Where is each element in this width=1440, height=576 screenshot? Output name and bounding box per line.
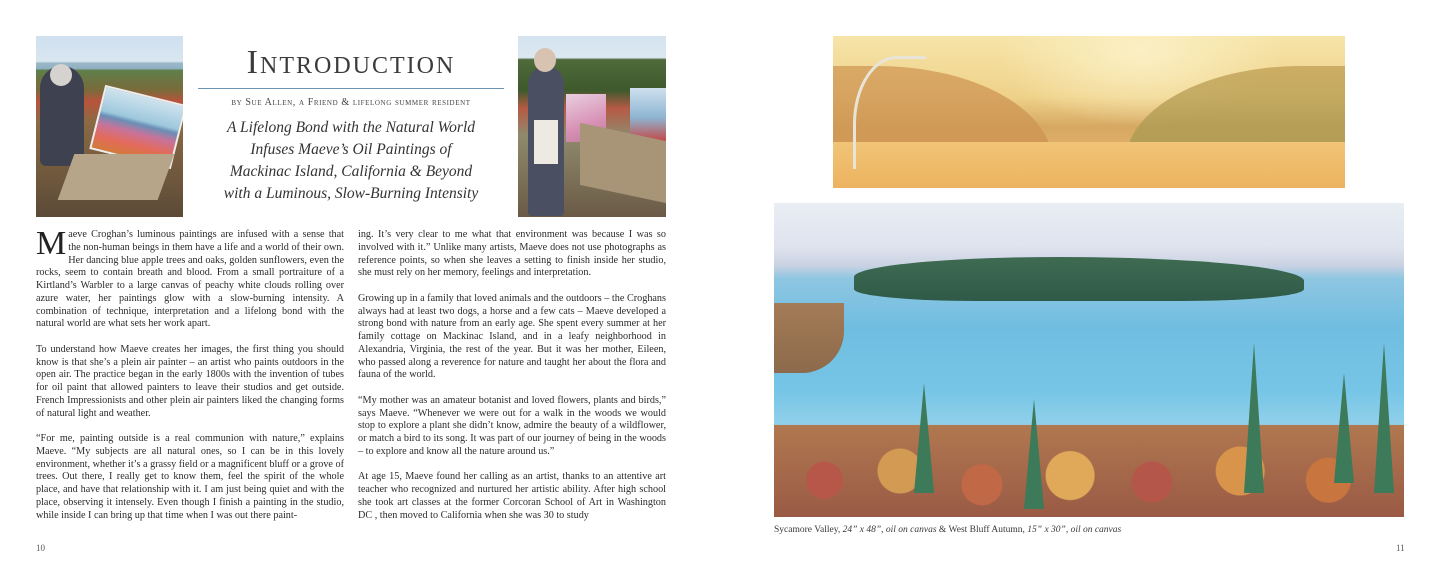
- caption-title-2: West Bluff Autumn,: [948, 525, 1025, 535]
- island: [854, 257, 1304, 301]
- subtitle: [198, 117, 504, 205]
- artist-head: [50, 64, 72, 86]
- pine-tree: [1374, 343, 1394, 493]
- painting-west-bluff-autumn: [774, 203, 1404, 517]
- pine-tree: [1244, 343, 1264, 493]
- paragraph-text: aeve Croghan’s luminous paintings are infused with a sense that the non-human beings in them have a life and a world of their own. Her dancing blue apple trees and oaks, golden sunflowers, even the rocks, seem to contain breath and blood. From a small portraiture of a Kirtland’s Warbler to a large canvas of peachy white clouds rolling over azure water, her paintings glow with a slow-burning intensity. A combination of technique, interpretation and a lifelong bond with the natural world are what sets her work apart.: [36, 229, 344, 330]
- photo-artist-standing-right: [518, 36, 666, 217]
- caption-joiner: &: [936, 525, 949, 535]
- body-column-2: [358, 229, 666, 535]
- caption-title-1: Sycamore Valley,: [774, 525, 841, 535]
- paragraph: To understand how Maeve creates her images, the first thing you should know is that she’s a plein air painter – an artist who paints outdoors in the open air. The practice began in the early 1800s with the invention of tubes for oil paint that allowed painters to leave their studios and get outside. French Impressionists and other plein air painters liked the changing forms of natural light and weather.: [36, 343, 344, 419]
- drop-cap: M: [36, 225, 67, 262]
- subtitle-line: Mackinac Island, California & Beyond: [229, 163, 473, 180]
- autumn-trees: [774, 425, 1404, 517]
- subtitle-line: A Lifelong Bond with the Natural World: [226, 119, 476, 136]
- artist-head: [534, 48, 556, 72]
- paragraph: “For me, painting outside is a real communion with nature,” explains Maeve. “My subjects are all natural ones, so I can be in this lovely environment, whether it’s a grassy field or a magnificent bluff or a grove of trees. Out there, I really get to know them, feel the spirit of the whole place, and have that relationship with it. I am just being quiet and with the place, observing it intensely. Even though I finish a painting in the studio, while inside I can bring up that time when I was out there paint-: [36, 433, 344, 521]
- page-title: Introduction: [246, 44, 456, 81]
- page-number-left: 10: [36, 543, 45, 553]
- title-divider: [198, 88, 504, 89]
- byline: by Sue Allen, a Friend & lifelong summer resident: [231, 97, 471, 108]
- photo-artist-painting-left: [36, 36, 183, 217]
- page-number-right: 11: [1396, 543, 1405, 553]
- subtitle-line: with a Luminous, Slow-Burning Intensity: [223, 185, 479, 202]
- paragraph: ing. It’s very clear to me what that environment was because I was so involved with it.” Unlike many artists, Maeve does not use photographs as reference points, so when she leaves a setting to finish inside her studio, she must rely on her memory, feelings and interpretation.: [358, 229, 666, 279]
- caption-detail-1: 24” x 48”, oil on canvas: [842, 525, 937, 535]
- pine-tree: [1024, 399, 1044, 509]
- body-column-1: [36, 225, 344, 535]
- paragraph: “My mother was an amateur botanist and loved flowers, plants and birds,” says Maeve. “Whenever we were out for a walk in the woods we would stop to explore a plant she didn’t know, admire the beauty of a wildflower, or match a bird to its song. It was part of our journey of being in the woods – to explore and know all the nature around us.”: [358, 394, 666, 457]
- artist-apron: [534, 120, 558, 164]
- paragraph: At age 15, Maeve found her calling as an artist, thanks to an attentive art teacher who recognized and nurtured her artistic ability. After high school she took art classes at the former Corcoran School of Art in Washington DC , then moved to California when she was 30 to study: [358, 471, 666, 521]
- subtitle-line: Infuses Maeve’s Oil Paintings of: [250, 141, 452, 158]
- caption-detail-2: 15” x 30”, oil on canvas: [1027, 525, 1122, 535]
- paragraph: Growing up in a family that loved animals and the outdoors – the Croghans always had at least two dogs, a horse and a few cats – Maeve developed a strong bond with nature from an early age. She spent every summer at her family cottage on Mackinac Island, and in a leafy neighborhood in Alexandria, Virginia, the rest of the year. But it was her mother, Eileen, who passed along a reverence for nature and taught her about the flora and fauna of the world.: [358, 292, 666, 381]
- pine-tree: [1334, 373, 1354, 483]
- painting-caption: [774, 525, 1394, 535]
- painting-sycamore-valley: [833, 36, 1345, 188]
- paragraph: [36, 225, 344, 331]
- shoreline: [774, 303, 844, 373]
- paint-table: [58, 154, 175, 200]
- pine-tree: [914, 383, 934, 493]
